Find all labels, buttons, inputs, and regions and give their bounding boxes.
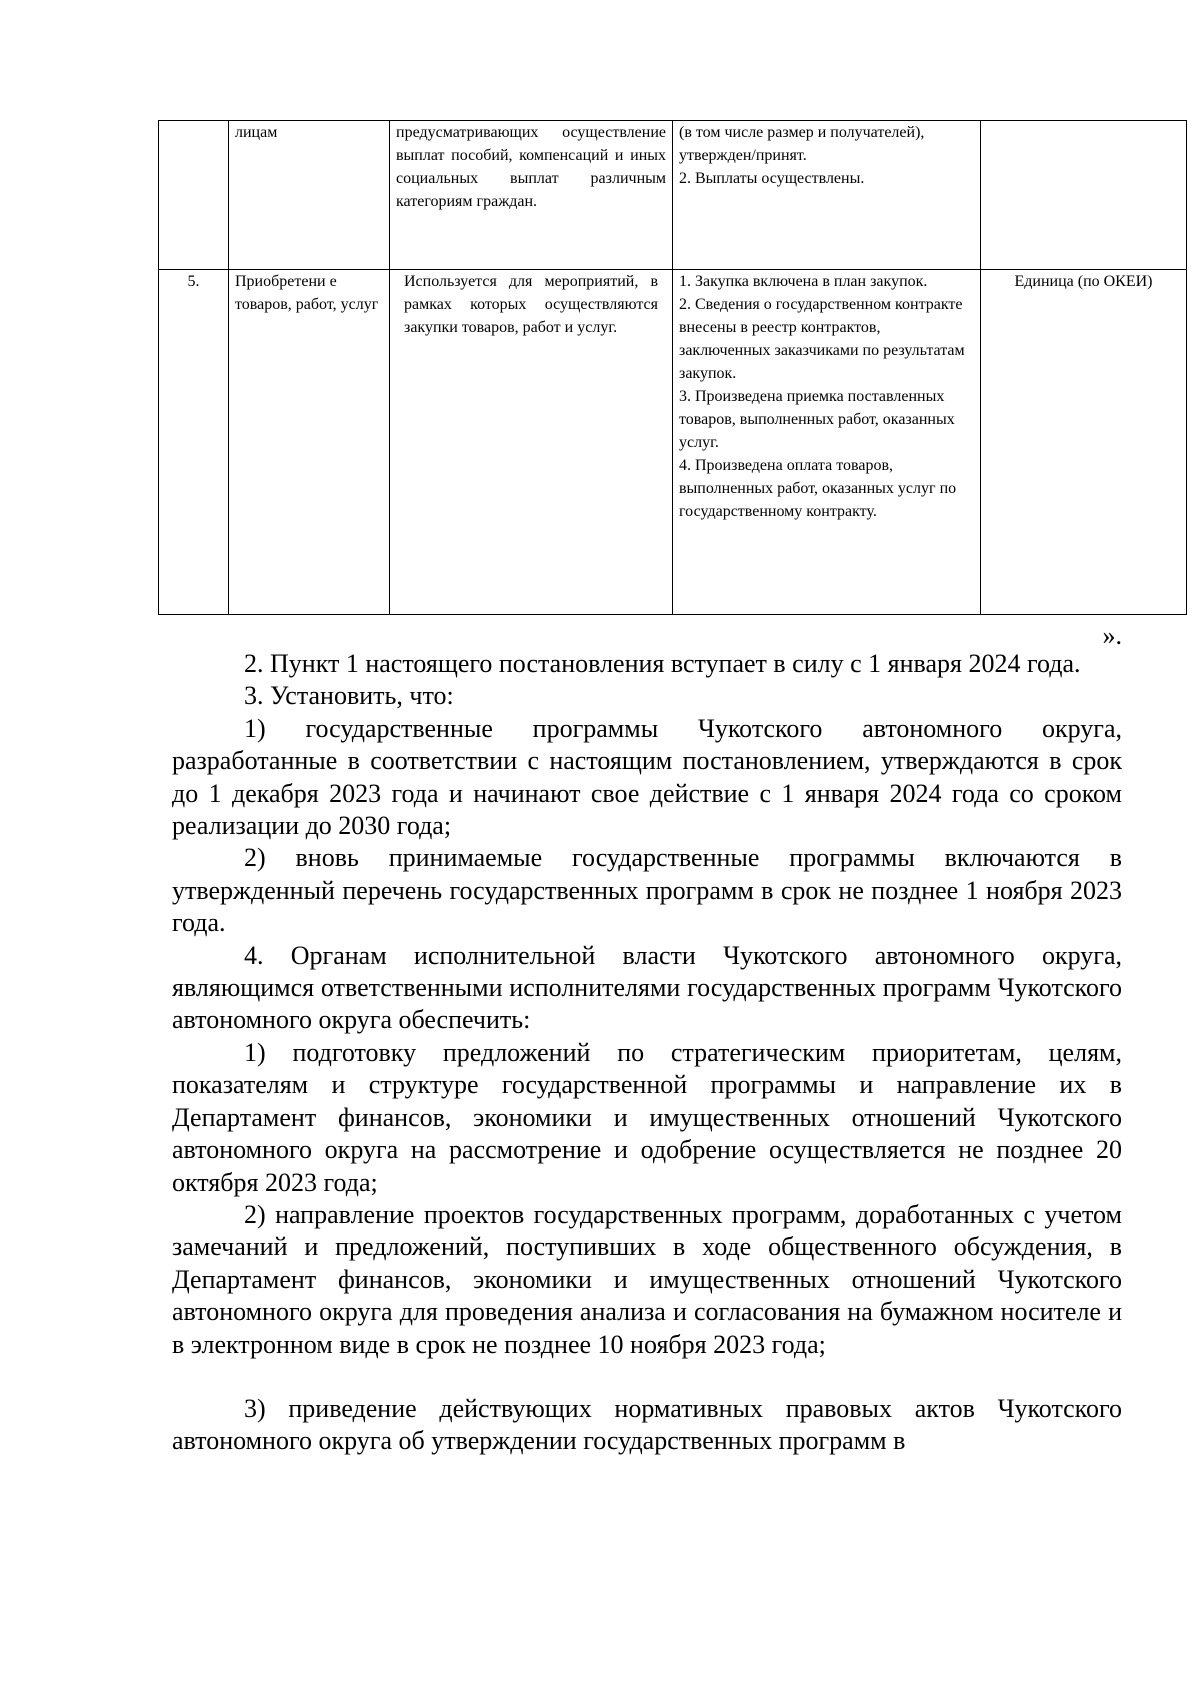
row-unit: Единица (по ОКЕИ) [981,270,1187,615]
criteria-line: 2. Выплаты осуществлены. [679,170,865,187]
paragraph: 2. Пункт 1 настоящего постановления вступает в силу с 1 января 2024 года. [244,649,1081,678]
row-description: предусматривающих осуществление выплат пособий, компенсаций и иных социальных выплат различным категориям граждан. [390,121,673,270]
criteria-line: 3. Произведена приемка поставленных товаров, выполненных работ, оказанных услуг. [679,388,955,451]
paragraph: 3) приведение действующих нормативных правовых актов Чукотского автономного округа об утверждении государственных программ в [172,1393,1122,1456]
criteria-line: 2. Сведения о государственном контракте внесены в реестр контрактов, заключенных заказчиками по результатам закупок. [679,296,965,382]
paragraph: 2) направление проектов государственных программ, доработанных с учетом замечаний и предложений, поступивших в ходе общественного обсуждения, в Департамент финансов, экономики и имущественных отношений Чукотского автономного округа для проведения анализа и согласования на бумажном носителе и в электронном виде в срок не позднее 10 ноября 2023 года; [172,1199,1122,1359]
criteria-line: (в том числе размер и получателей), [679,124,925,141]
row-number [159,121,229,270]
table-row [159,270,1187,615]
row-description: Используется для мероприятий, в рамках которых осуществляются закупки товаров, работ и услуг. [390,270,673,615]
criteria-table [158,120,1187,615]
paragraph: 2) вновь принимаемые государственные программы включаются в утвержденный перечень государственных программ в срок не позднее 1 ноября 2023 года. [172,843,1122,938]
criteria-line: 4. Произведена оплата товаров, выполненных работ, оказанных услуг по государственному контракту. [679,457,957,520]
criteria-line: утвержден/принят. [679,147,807,164]
closing-quote: ». [1102,621,1122,650]
criteria-line: 1. Закупка включена в план закупок. [679,273,928,290]
row-criteria [673,270,981,615]
row-number: 5. [159,270,229,615]
row-name: лицам [229,121,390,270]
paragraph: 1) подготовку предложений по стратегическим приоритетам, целям, показателям и структуре государственной программы и направление их в Департамент финансов, экономики и имущественных отношений Чукотского автономного округа на рассмотрение и одобрение осуществляется не позднее 20 октября 2023 года; [172,1037,1122,1197]
row-criteria [673,121,981,270]
resolution-body [172,648,1122,1458]
row-name: Приобретени е товаров, работ, услуг [229,270,390,615]
row-unit [981,121,1187,270]
table-row [159,121,1187,270]
paragraph: 3. Установить, что: [244,681,454,711]
paragraph: 4. Органам исполнительной власти Чукотского автономного округа, являющимся ответственными исполнителями государственных программ Чукотского автономного округа обеспечить: [172,940,1122,1035]
paragraph: 1) государственные программы Чукотского автономного округа, разработанные в соответствии с настоящим постановлением, утверждаются в срок до 1 декабря 2023 года и начинают свое действие с 1 января 2024 года со сроком реализации до 2030 года; [172,713,1122,841]
